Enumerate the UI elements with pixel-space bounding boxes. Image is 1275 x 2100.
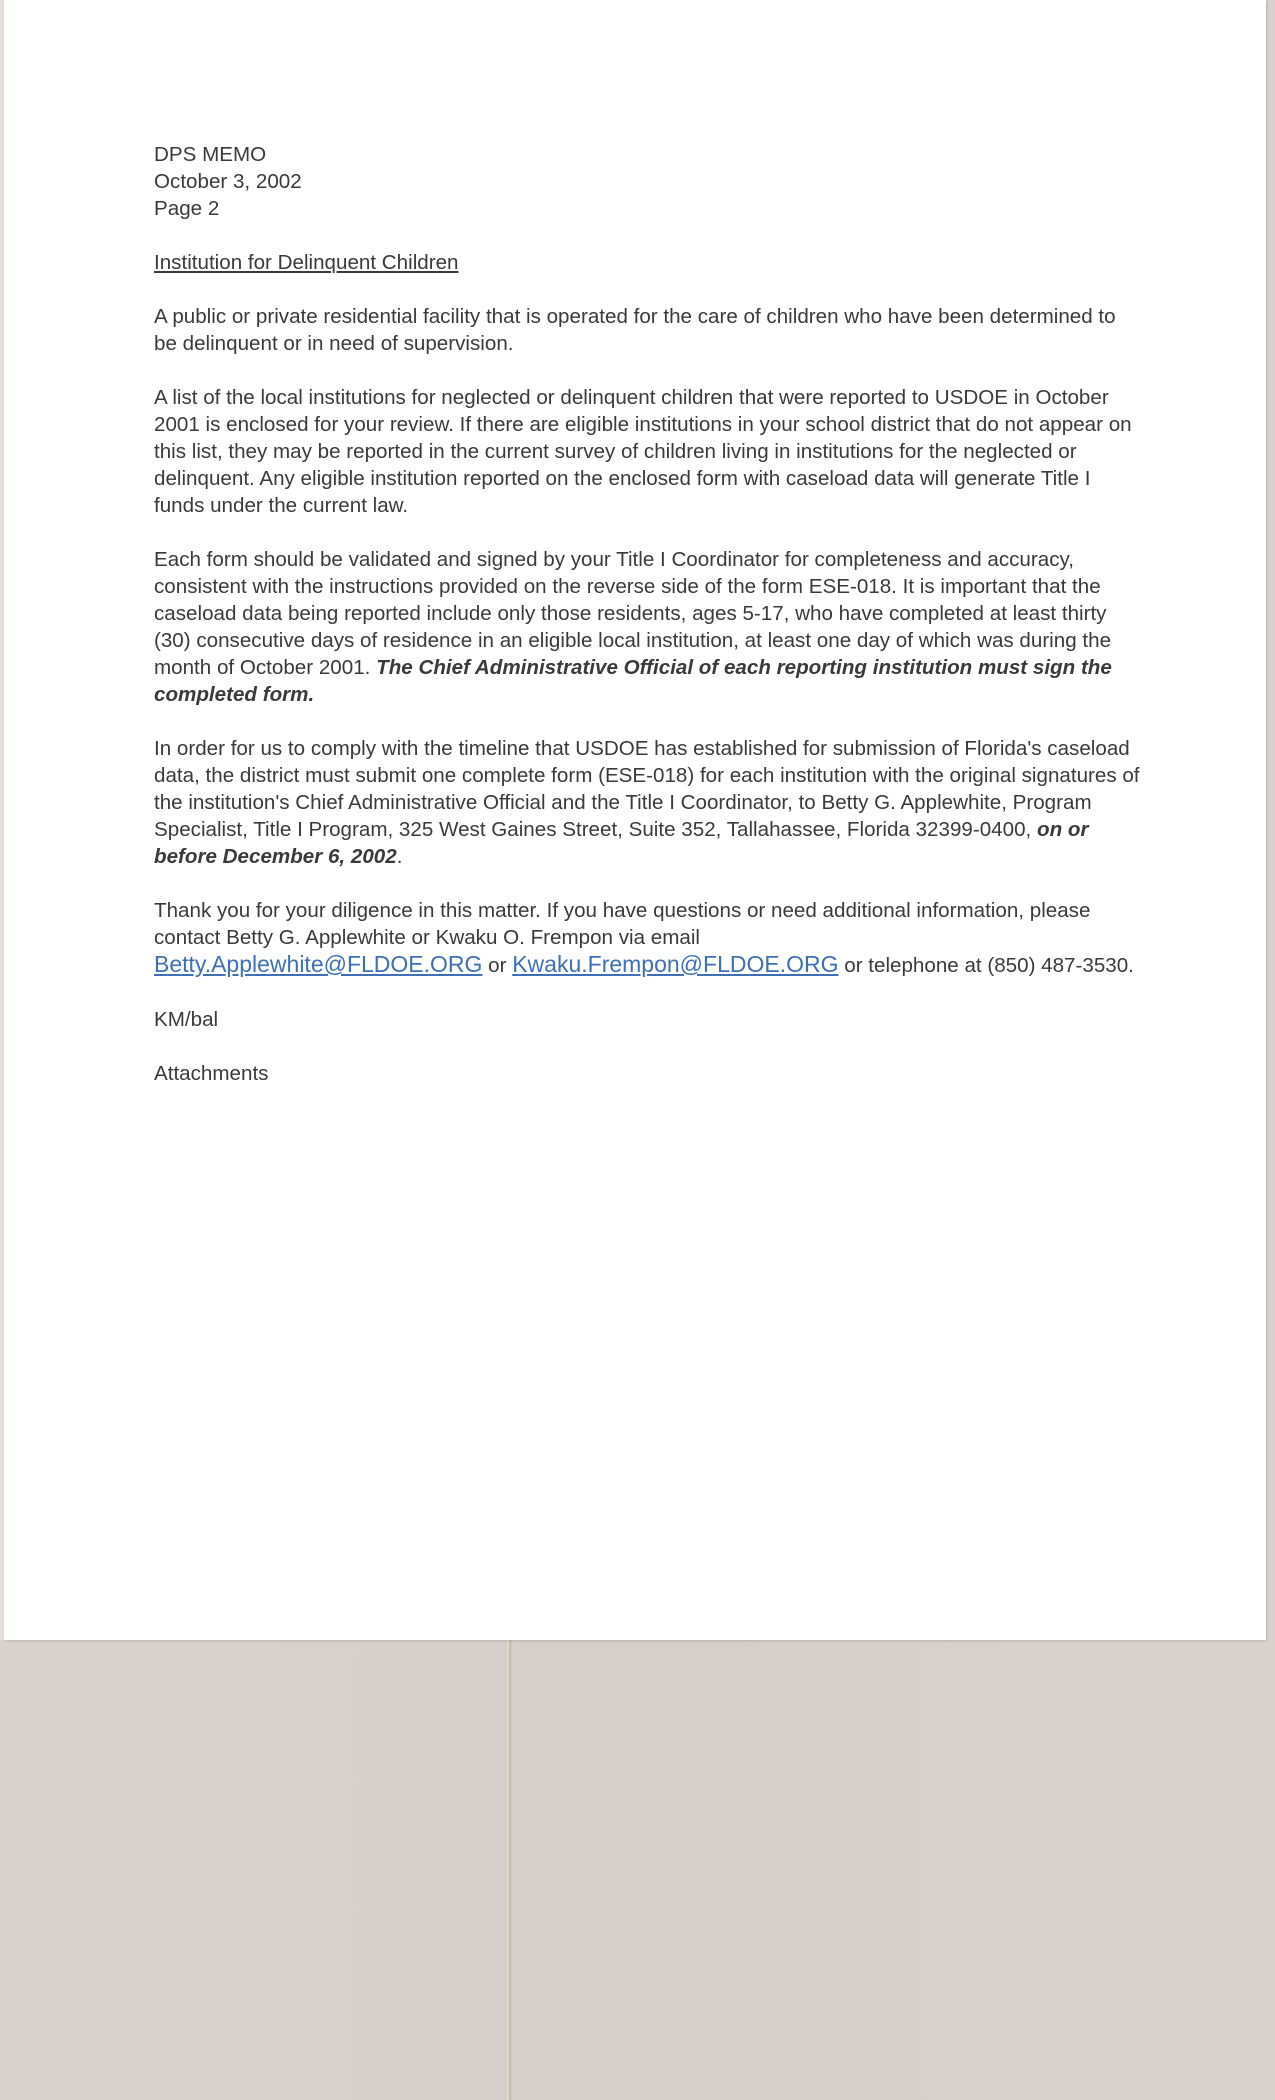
submission-text: In order for us to comply with the timeline that USDOE has established for submission of Florida's caseload data, the district must submit one complete form (ESE-018) for each institution with the original signatures of the institution's Chief Administrative Official and the Title I Coordinator, to Betty G. Applewhite, Program Specialist, Title I Program, 325 West Gaines Street, Suite 352, Tallahassee, Florida 32399-0400, bbox=[154, 737, 1140, 841]
memo-header bbox=[154, 141, 1144, 222]
email-link-frempon[interactable]: Kwaku.Frempon@FLDOE.ORG bbox=[512, 951, 839, 977]
paragraph-contact bbox=[154, 897, 1144, 979]
section-heading: Institution for Delinquent Children bbox=[154, 251, 459, 274]
attachments-label: Attachments bbox=[154, 1062, 269, 1085]
fold-line bbox=[506, 1640, 512, 2100]
contact-or: or bbox=[488, 954, 507, 977]
paragraph-definition: A public or private residential facility that is operated for the care of children who have been determined to be delinquent or in need of supervision. bbox=[154, 305, 1116, 355]
deadline: on or before December 6, 2002 bbox=[154, 818, 1089, 868]
memo-date: October 3, 2002 bbox=[154, 170, 302, 193]
initials: KM/bal bbox=[154, 1008, 219, 1031]
memo-page-number: Page 2 bbox=[154, 197, 220, 220]
memo-content bbox=[154, 141, 1144, 1114]
validation-text: Each form should be validated and signed by your Title I Coordinator for completeness and accuracy, consistent with the instructions provided on the reverse side of the form ESE-018. It is important that the caseload data being reported include only those residents, ages 5-17, who have completed at least thirty (30) consecutive days of residence in an eligible local institution, at least one day of which was during the month of October 2001. bbox=[154, 548, 1112, 679]
paragraph-submission bbox=[154, 735, 1144, 870]
contact-phone: or telephone at (850) 487-3530. bbox=[844, 954, 1134, 977]
paragraph-validation bbox=[154, 546, 1144, 708]
paragraph-list-info: A list of the local institutions for neglected or delinquent children that were reported to USDOE in October 2001 is enclosed for your review. If there are eligible institutions in your school district that do not appear on this list, they may be reported in the current survey of children living in institutions for the neglected or delinquent. Any eligible institution reported on the enclosed form with caseload data will generate Title I funds under the current law. bbox=[154, 386, 1132, 517]
email-link-applewhite[interactable]: Betty.Applewhite@FLDOE.ORG bbox=[154, 951, 483, 977]
memo-title: DPS MEMO bbox=[154, 143, 267, 166]
signature-requirement: The Chief Administrative Official of each reporting institution must sign the completed form. bbox=[154, 656, 1112, 706]
submission-end: . bbox=[396, 845, 403, 868]
contact-intro: Thank you for your diligence in this matter. If you have questions or need additional information, please contact Betty G. Applewhite or Kwaku O. Frempon via email bbox=[154, 899, 1091, 949]
